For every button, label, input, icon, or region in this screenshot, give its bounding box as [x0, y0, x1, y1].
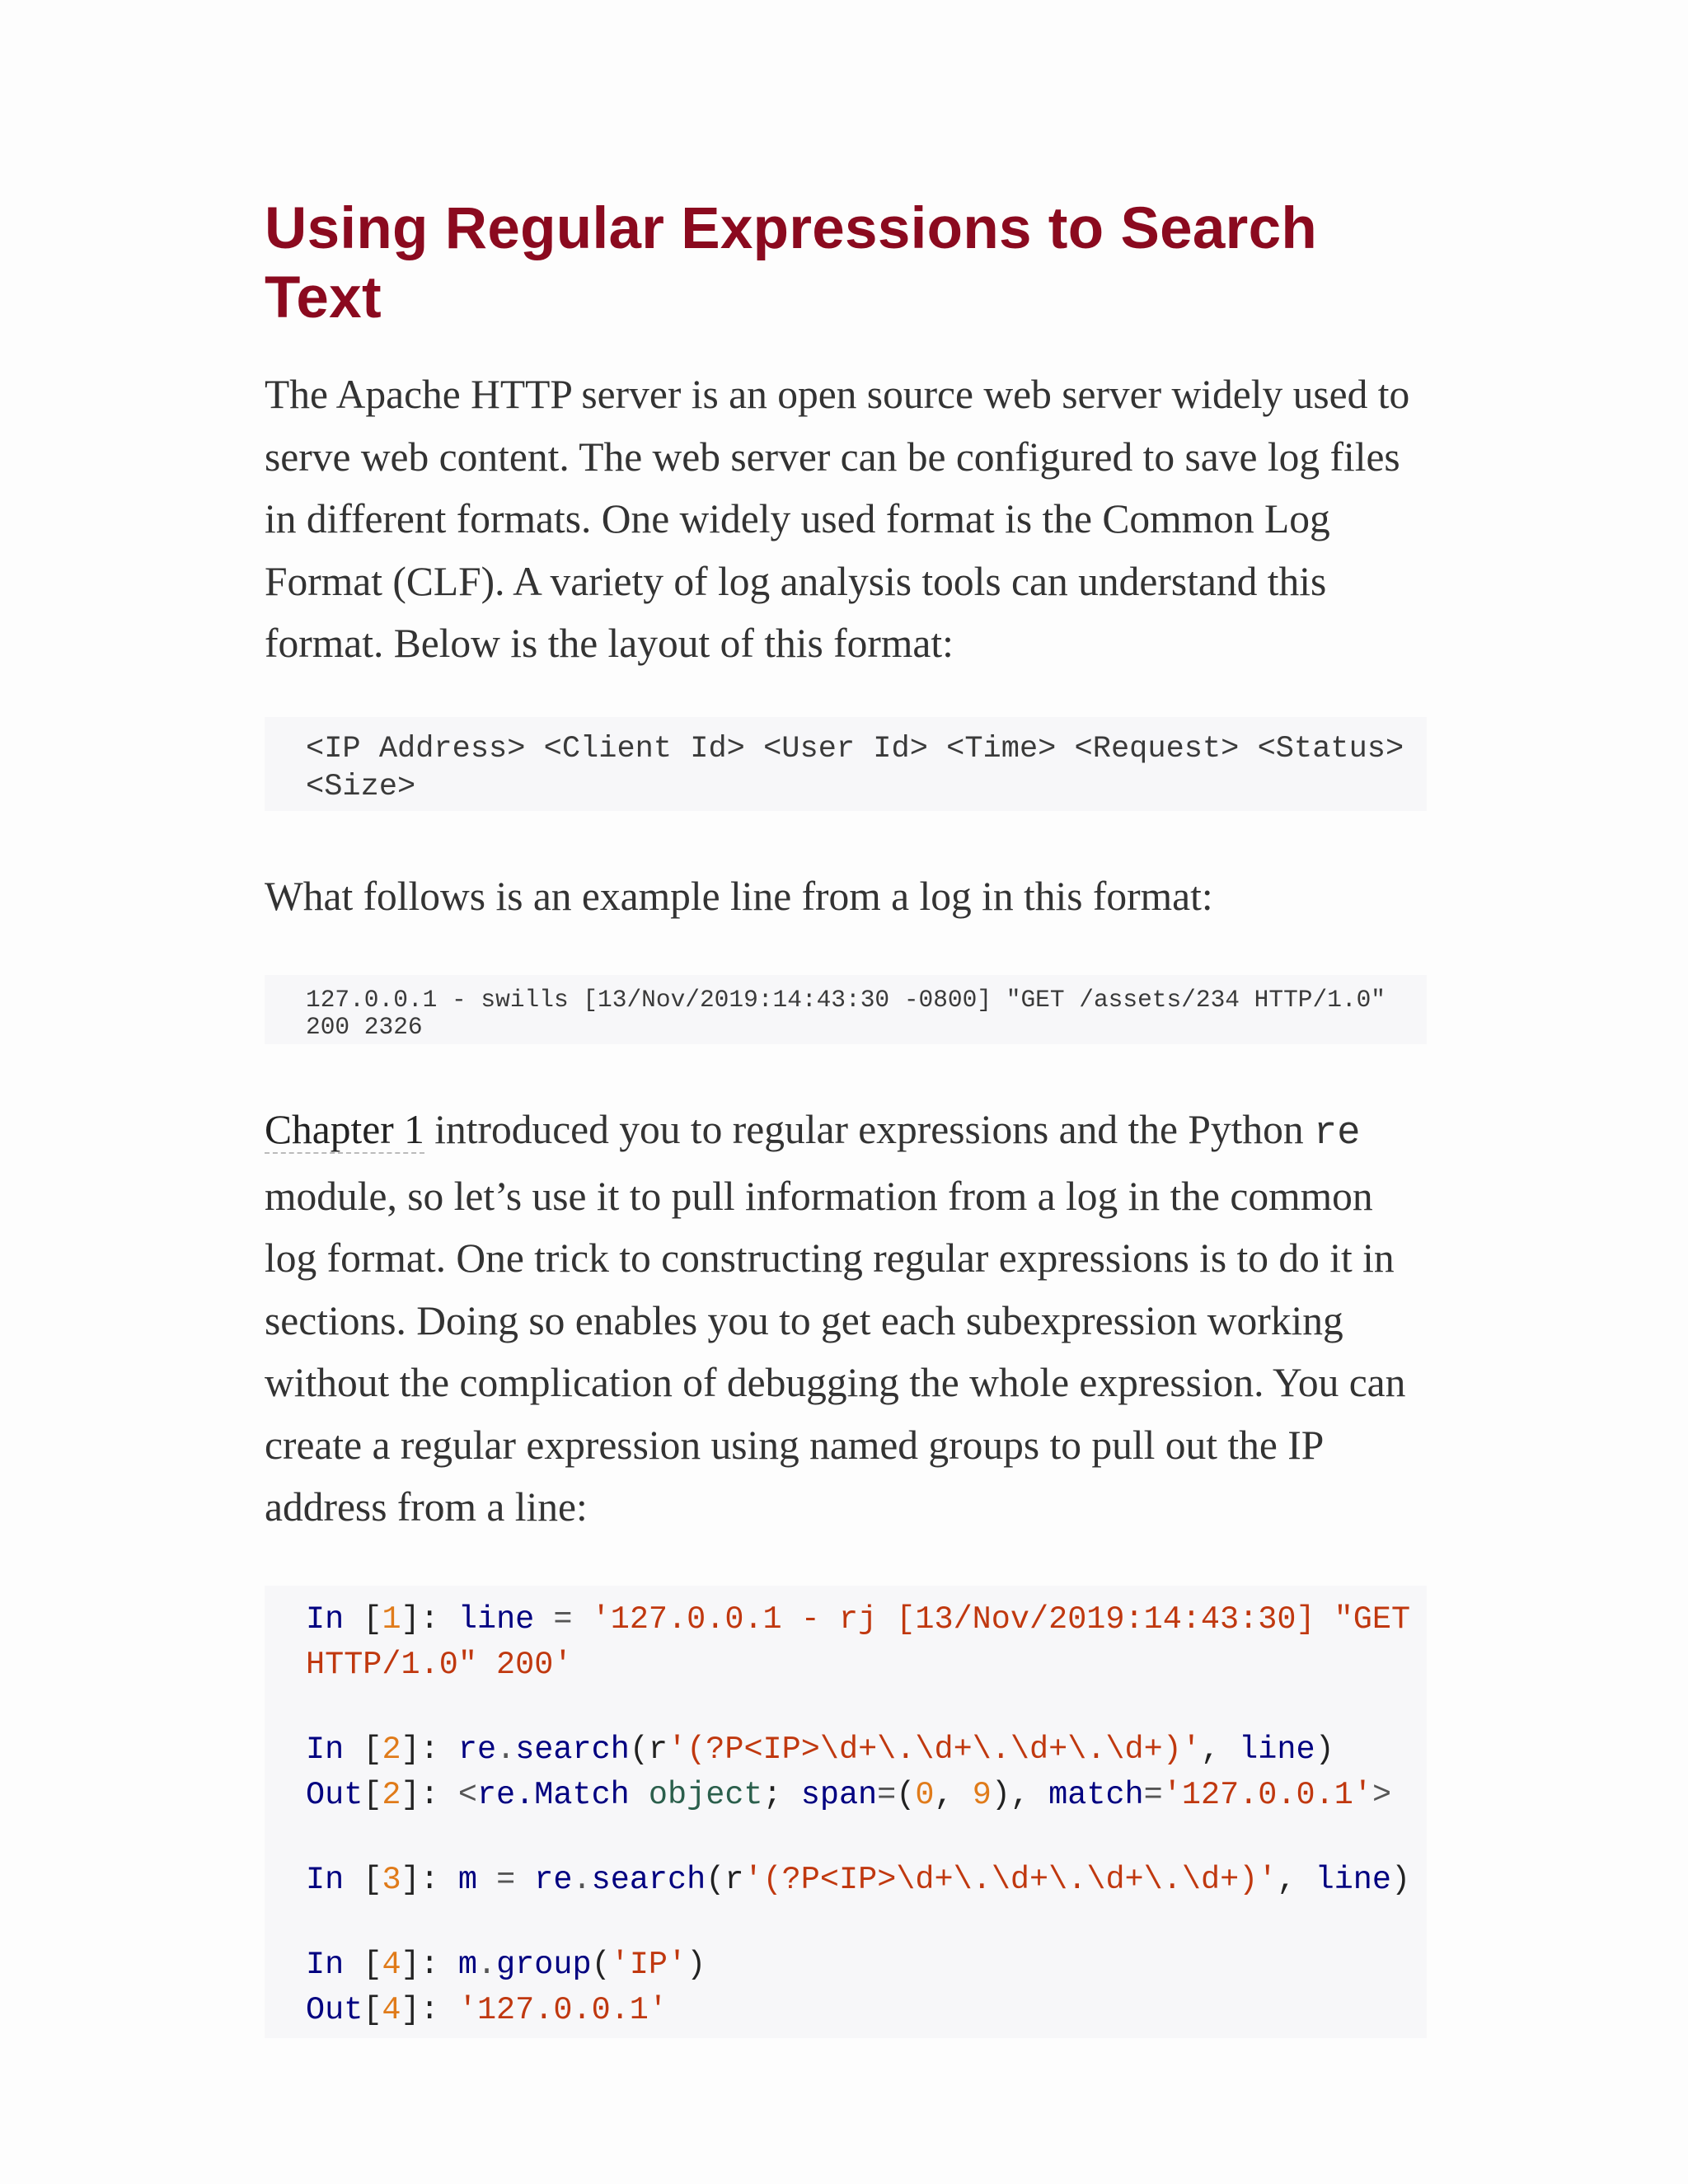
example-log-line: 127.0.0.1 - swills [13/Nov/2019:14:43:30 -0800] "GET /assets/234 HTTP/1.0" 200 2326: [265, 975, 1427, 1044]
regex-paragraph-text-a: introduced you to regular expressions and the Python: [424, 1107, 1314, 1152]
article: [265, 194, 1427, 2038]
regex-paragraph: [265, 1099, 1427, 1539]
chapter-1-link[interactable]: Chapter 1: [265, 1107, 424, 1152]
intro-paragraph: The Apache HTTP server is an open source web server widely used to serve web content. The web server can be configured to save log files in different formats. One widely used format is the Common Log Format (CLF). A variety of log analysis tools can understand this format. Below is the layout of this format:: [265, 372, 1410, 666]
re-module-code: re: [1314, 1112, 1361, 1155]
example-intro-paragraph: What follows is an example line from a log in this format:: [265, 873, 1213, 919]
section-title: Using Regular Expressions to Search Text: [265, 196, 1318, 330]
ipython-session: In [1]: line = '127.0.0.1 - rj [13/Nov/2019:14:43:30] "GET HTTP/1.0" 200' In [2]: re.search(r'(?P<IP>\d+\.\d+\.\d+\.\d+)', line) Out[2]: <re.Match object; span=(0, 9), match='127.0.0.1'> In [3]: m = re.search(r'(?P<IP>\d+\.\d+\.\d+\.\d+)', line) In [4]: m.group('IP') Out[4]: '127.0.0.1': [265, 1586, 1427, 2038]
clf-format-block: <IP Address> <Client Id> <User Id> <Time> <Request> <Status> <Size>: [265, 717, 1427, 811]
regex-paragraph-text-b: module, so let’s use it to pull information from a log in the common log format. One trick to constructing regular expressions is to do it in sections. Doing so enables you to get each subexpression working without the complication of debugging the whole expression. You can create a regular expression using named groups to pull out the IP address from a line:: [265, 1173, 1406, 1530]
